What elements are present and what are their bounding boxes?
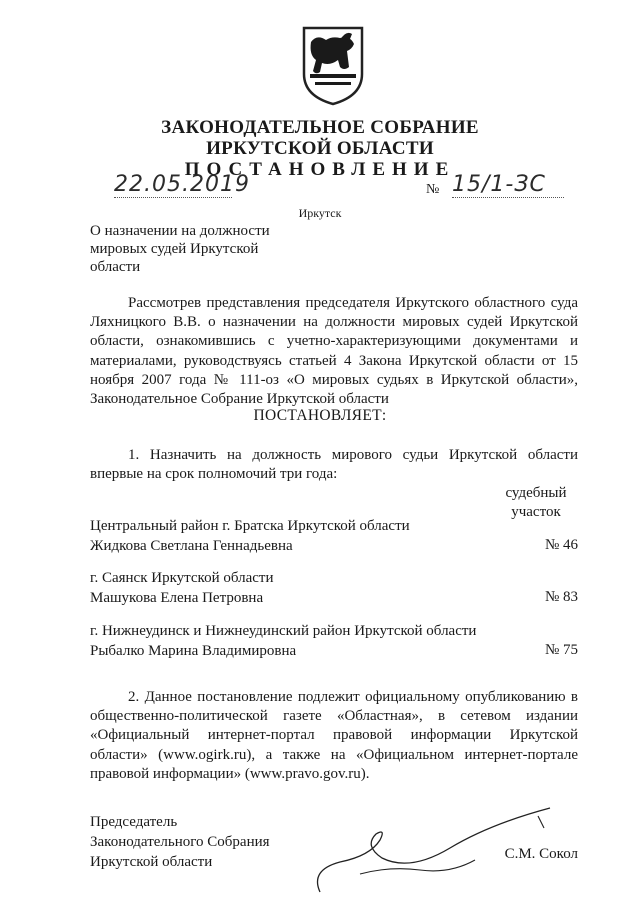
coat-of-arms-emblem	[300, 22, 366, 106]
appointment-name: Рыбалко Марина Владимировна	[90, 643, 297, 659]
city-name: Иркутск	[298, 206, 342, 220]
document-type-title: ПОСТАНОВЛЕНИЕ	[184, 159, 456, 180]
subject-block	[90, 222, 290, 276]
signatory-title-line: Председатель	[90, 814, 178, 830]
appointment-district: Центральный район г. Братска Иркутской области	[90, 518, 410, 534]
subject-line: О назначении на должности	[90, 223, 270, 239]
organization-name-line1: ЗАКОНОДАТЕЛЬНОЕ СОБРАНИЕ	[161, 117, 479, 138]
item2-text: 2. Данное постановление подлежит официальному опубликованию в общественно-политической газете «Областная», в сетевом издании «Официальный интернет-портал правовой информации Иркутской области» (www.ogirk.ru), а также на «Официальном интернет-портале правовой информации» (www.pravo.gov.ru).	[90, 689, 578, 782]
column-header-line: участок	[511, 504, 561, 520]
subject-line: мировых судей Иркутской	[90, 241, 259, 257]
number-handwritten: 15/1-ЗС	[452, 172, 564, 198]
appointment-section-number: № 83	[544, 589, 578, 605]
signatory-title	[90, 812, 270, 872]
column-header-line: судебный	[505, 485, 567, 501]
column-header-section	[490, 484, 582, 522]
appointment-name: Машукова Елена Петровна	[90, 590, 264, 606]
subject-line: области	[90, 259, 141, 275]
preamble-paragraph	[90, 294, 578, 409]
organization-name-line2: ИРКУТСКОЙ ОБЛАСТИ	[206, 138, 434, 159]
appointment-district: г. Саянск Иркутской области	[90, 570, 274, 586]
item1-text: 1. Назначить на должность мирового судьи Иркутской области впервые на срок полномочий три года:	[90, 447, 578, 483]
appointment-name: Жидкова Светлана Геннадьевна	[90, 538, 293, 554]
item2-paragraph	[90, 688, 578, 784]
resolves-heading: ПОСТАНОВЛЯЕТ:	[253, 407, 387, 424]
appointment-section-number: № 46	[544, 537, 578, 553]
appointment-section-number: № 75	[544, 642, 578, 658]
item1-paragraph	[90, 446, 578, 484]
signatory-title-line: Иркутской области	[90, 854, 213, 870]
signatory-title-line: Законодательного Собрания	[90, 834, 270, 850]
signatory-name: С.М. Сокол	[504, 846, 578, 862]
preamble-text: Рассмотрев представления председателя Иркутского областного суда Ляхницкого В.В. о назначении на должности мировых судей Иркутской области, ознакомившись с учетно-характеризующими документами и материалами, руководствуясь статьей 4 Закона Иркутской области от 15 ноября 2007 года № 111-оз «О мировых судьях в Иркутской области», Законодательное Собрание Иркутской области	[90, 295, 578, 408]
date-handwritten: 22.05.2019	[114, 172, 250, 197]
appointment-district: г. Нижнеудинск и Нижнеудинский район Иркутской области	[90, 623, 477, 639]
number-prefix: №	[426, 182, 440, 197]
